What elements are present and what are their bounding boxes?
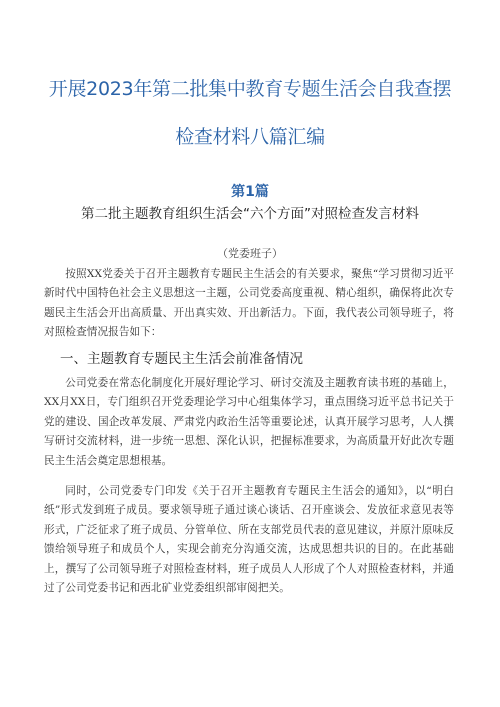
body-paragraph-3: 同时，公司党委专门印发《关于召开主题教育专题民主生活会的通知》，以“明白纸”形式发到班子成员。要求领导班子通过谈心谈话、召开座谈会、发放征求意见表等形式，广泛征求了班子成员、分管单位、所在支部党员代表的意见建议，并原汁原味反馈给领导班子和成员个人，实现会前充分沟通交流，达成思想共识的目的。在此基础上，撰写了公司领导班子对照检查材料，班子成员人人形成了个人对照检查材料，并通过了公司党委书记和西北矿业党委组织部审阅把关。 [44, 485, 454, 595]
chapter-label: 第1篇 [231, 184, 269, 200]
body-paragraph-1: 按照XX党委关于召开主题教育专题民主生活会的有关要求，聚焦“学习贯彻习近平新时代中国特色社会主义思想这一主题，公司党委高度重视、精心组织，确保将此次专题民主生活会开出高质量、开出真实效、开出新活力。下面，我代表公司领导班子，将对照检查情况报告如下： [44, 268, 454, 339]
document-title-line-1: 开展2023年第二批集中教育专题生活会自我查摆 [48, 78, 452, 100]
chapter-title: 第二批主题教育组织生活会“六个方面”对照检查发言材料 [81, 206, 419, 222]
section-heading-1: 一、主题教育专题民主生活会前准备情况 [60, 351, 303, 367]
document-title-line-2: 检查材料八篇汇编 [175, 126, 325, 148]
author-line: （党委班子） [217, 247, 283, 260]
body-paragraph-2: 公司党委在常态化制度化开展好理论学习、研讨交流及主题教育读书班的基础上，XX月XX日，专门组织召开党委理论学习中心组集体学习，重点围绕习近平总书记关于党的建设、国企改革发展、严肃党内政治生活等重要论述，认真开展学习思考，人人撰写研讨交流材料，进一步统一思想、深化认识，把握标准要求，为高质量开好此次专题民主生活会奠定思想根基。 [44, 377, 454, 467]
